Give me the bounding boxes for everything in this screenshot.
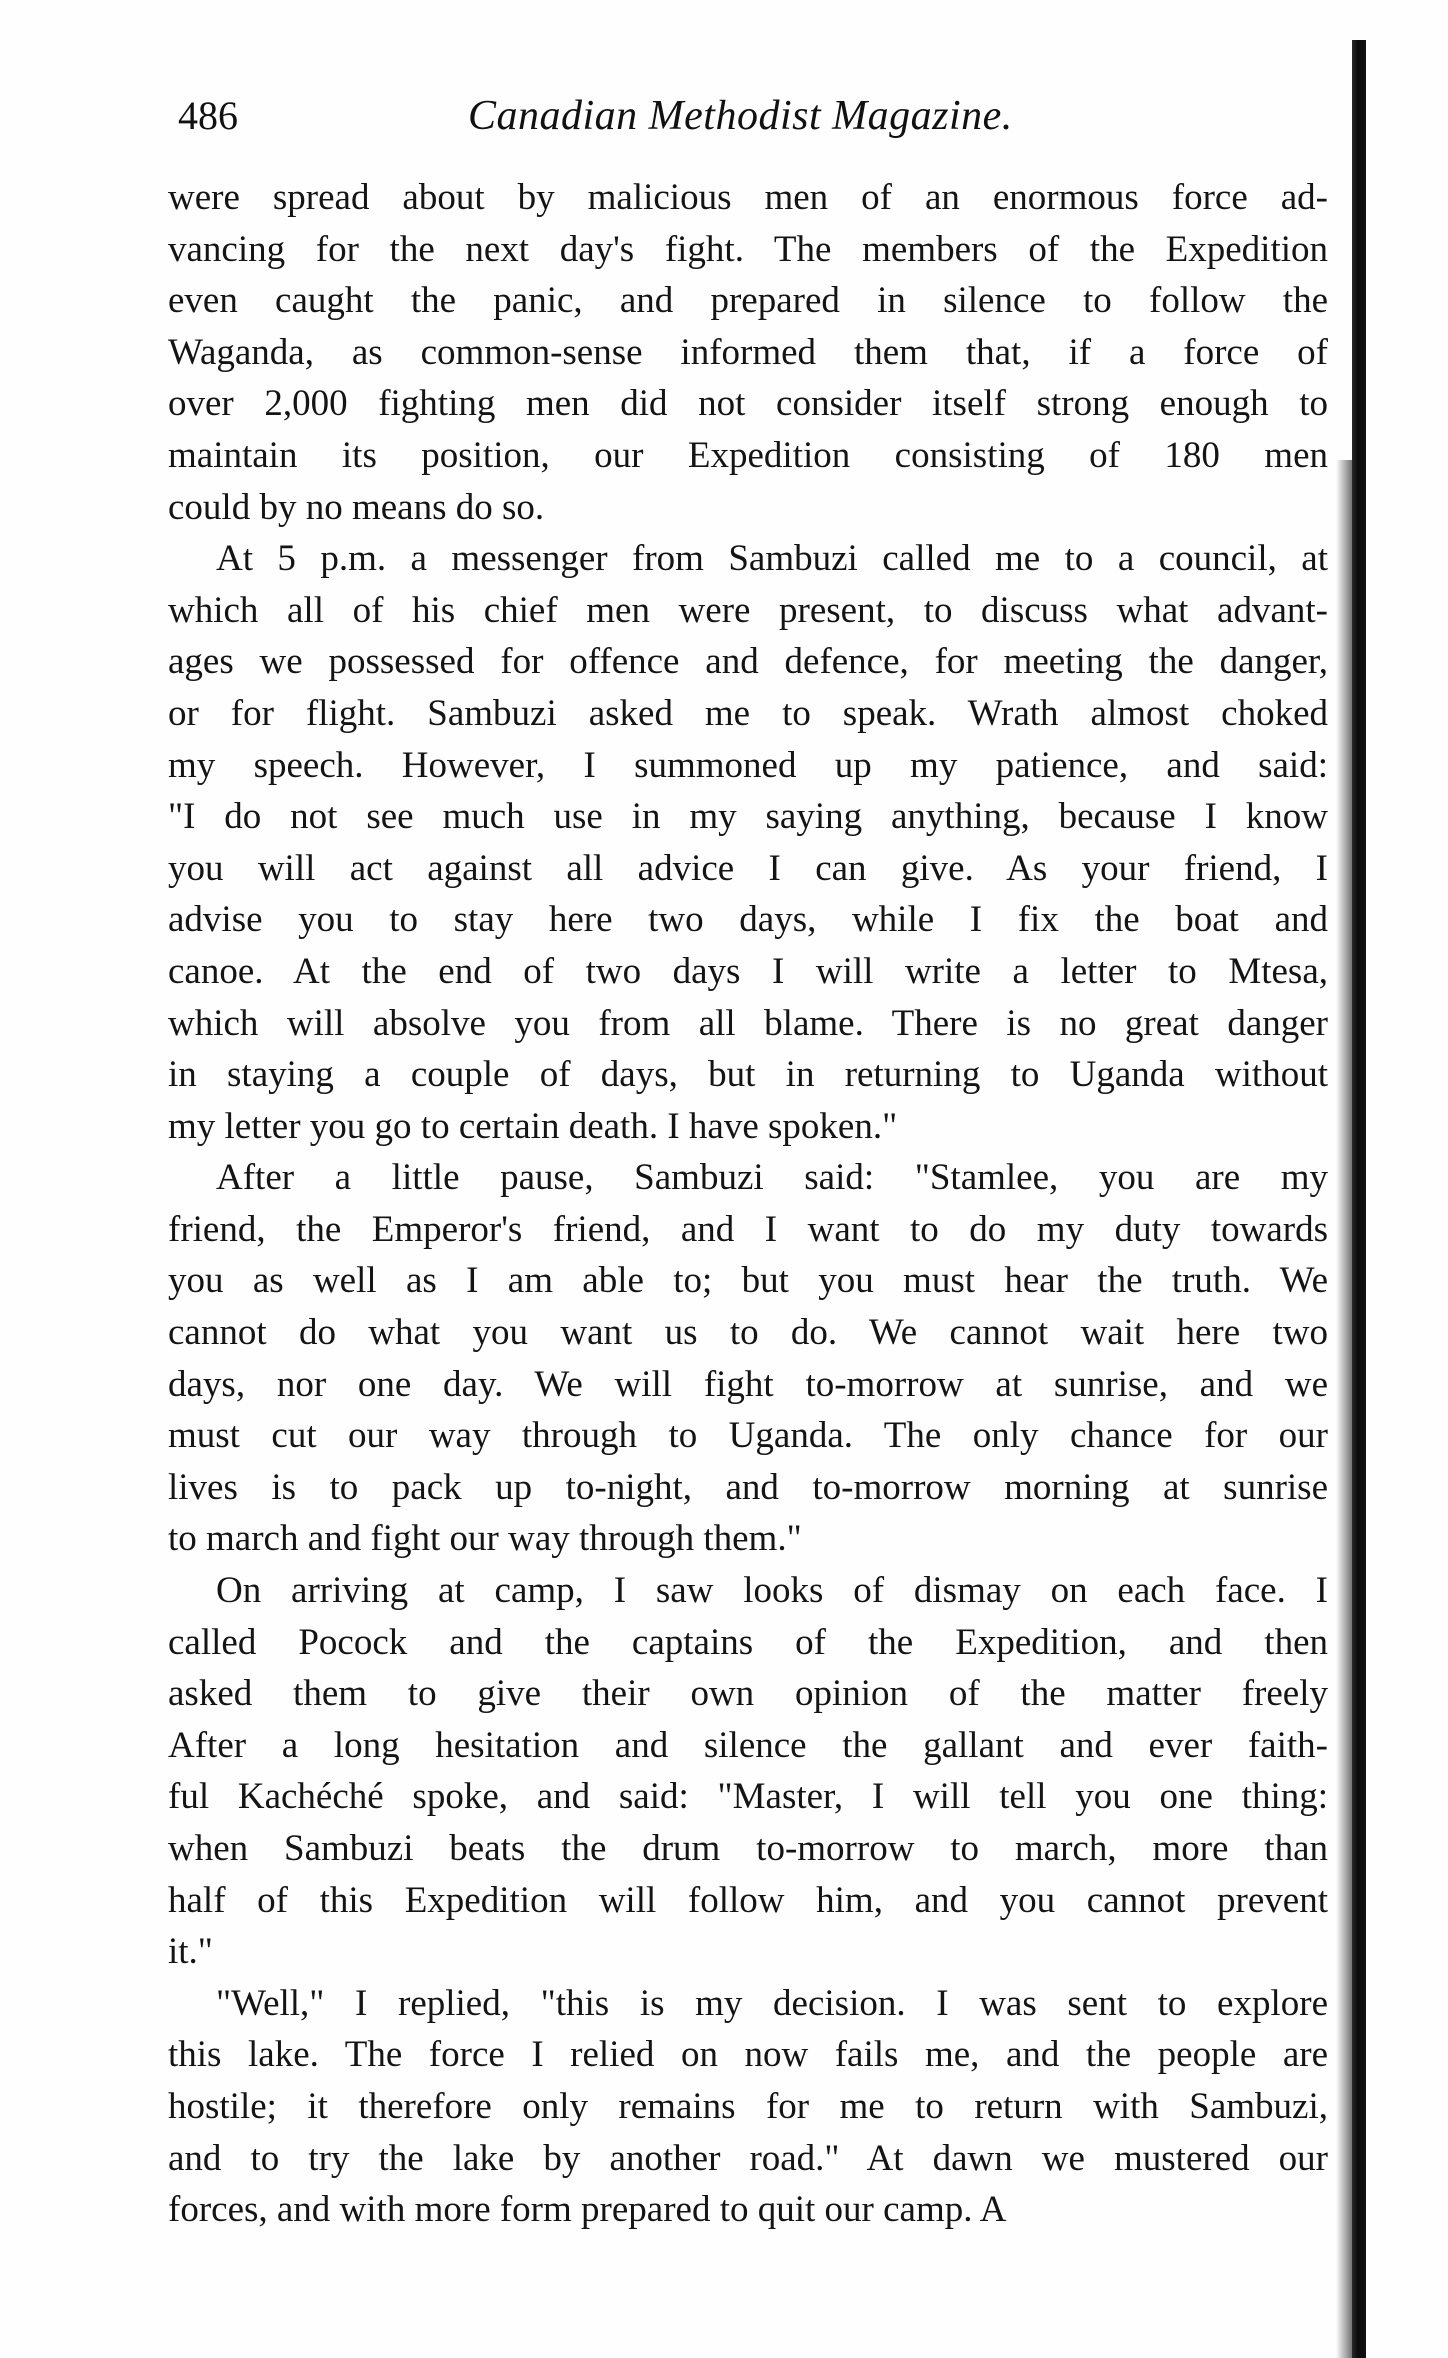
text-line: days, nor one day. We will fight to-morrow at sunrise, and we xyxy=(168,1363,1328,1405)
text-line: vancing for the next day's fight. The members of the Expedition xyxy=(168,228,1328,270)
binding-edge xyxy=(1352,40,1366,2358)
text-line: called Pocock and the captains of the Expedition, and then xyxy=(168,1621,1328,1663)
text-line: "I do not see much use in my saying anything, because I know xyxy=(168,796,1328,838)
text-line: and to try the lake by another road." At dawn we mustered our xyxy=(168,2137,1328,2179)
text-line: when Sambuzi beats the drum to-morrow to march, more than xyxy=(168,1828,1328,1869)
page-header xyxy=(178,86,1298,146)
text-line: "Well," I replied, "this is my decision. I was sent to explore xyxy=(216,1982,1328,2024)
binding-shadow xyxy=(1336,460,1352,2358)
text-line: could by no means do so. xyxy=(168,486,545,528)
text-line: forces, and with more form prepared to quit our camp. A xyxy=(168,2189,1007,2231)
paragraph xyxy=(168,172,1328,533)
text-line: After a little pause, Sambuzi said: "Stamlee, you are my xyxy=(216,1157,1328,1199)
text-line: my speech. However, I summoned up my patience, and said: xyxy=(168,744,1328,786)
text-line: you as well as I am able to; but you must hear the truth. We xyxy=(168,1260,1328,1302)
text-line: ful Kachéché spoke, and said: "Master, I will tell you one thing: xyxy=(168,1776,1328,1818)
text-line: to march and fight our way through them." xyxy=(168,1518,802,1560)
text-line: canoe. At the end of two days I will write a letter to Mtesa, xyxy=(168,950,1328,992)
text-line: After a long hesitation and silence the gallant and ever faith- xyxy=(168,1724,1328,1766)
text-line: even caught the panic, and prepared in silence to follow the xyxy=(168,280,1328,322)
text-line: cannot do what you want us to do. We cannot wait here two xyxy=(168,1312,1328,1354)
text-line: On arriving at camp, I saw looks of dismay on each face. I xyxy=(216,1570,1328,1612)
text-line: half of this Expedition will follow him, and you cannot prevent xyxy=(168,1879,1328,1921)
text-line: over 2,000 fighting men did not consider itself strong enough to xyxy=(168,383,1328,425)
text-line: or for flight. Sambuzi asked me to speak. Wrath almost choked xyxy=(168,692,1328,734)
page-number: 486 xyxy=(178,93,238,138)
text-line: you will act against all advice I can give. As your friend, I xyxy=(168,847,1328,889)
text-line: ages we possessed for offence and defence, for meeting the danger, xyxy=(168,641,1328,683)
text-line: friend, the Emperor's friend, and I want to do my duty towards xyxy=(168,1208,1328,1250)
running-title: Canadian Methodist Magazine. xyxy=(468,93,1013,139)
paragraph xyxy=(168,1565,1328,1978)
text-line: it." xyxy=(168,1931,213,1973)
text-line: this lake. The force I relied on now fails me, and the people are xyxy=(168,2034,1328,2076)
text-line: At 5 p.m. a messenger from Sambuzi called me to a council, at xyxy=(216,538,1328,580)
text-line: were spread about by malicious men of an enormous force ad- xyxy=(168,177,1328,218)
text-line: lives is to pack up to-night, and to-morrow morning at sunrise xyxy=(168,1466,1328,1508)
text-line: hostile; it therefore only remains for me to return with Sambuzi, xyxy=(168,2085,1328,2127)
text-line: must cut our way through to Uganda. The only chance for our xyxy=(168,1415,1328,1457)
text-line: which all of his chief men were present, to discuss what advant- xyxy=(168,589,1328,631)
text-line: advise you to stay here two days, while I fix the boat and xyxy=(168,899,1328,941)
paragraph xyxy=(168,1152,1328,1565)
paragraph xyxy=(168,1978,1328,2236)
text-line: Waganda, as common-sense informed them that, if a force of xyxy=(168,331,1328,373)
text-line: maintain its position, our Expedition consisting of 180 men xyxy=(168,434,1328,476)
text-line: my letter you go to certain death. I have spoken." xyxy=(168,1105,898,1147)
text-line: asked them to give their own opinion of the matter freely xyxy=(168,1673,1328,1715)
text-line: which will absolve you from all blame. There is no great danger xyxy=(168,1002,1328,1044)
paragraph xyxy=(168,533,1328,1152)
body-text xyxy=(168,172,1328,2236)
text-line: in staying a couple of days, but in returning to Uganda without xyxy=(168,1054,1328,1096)
